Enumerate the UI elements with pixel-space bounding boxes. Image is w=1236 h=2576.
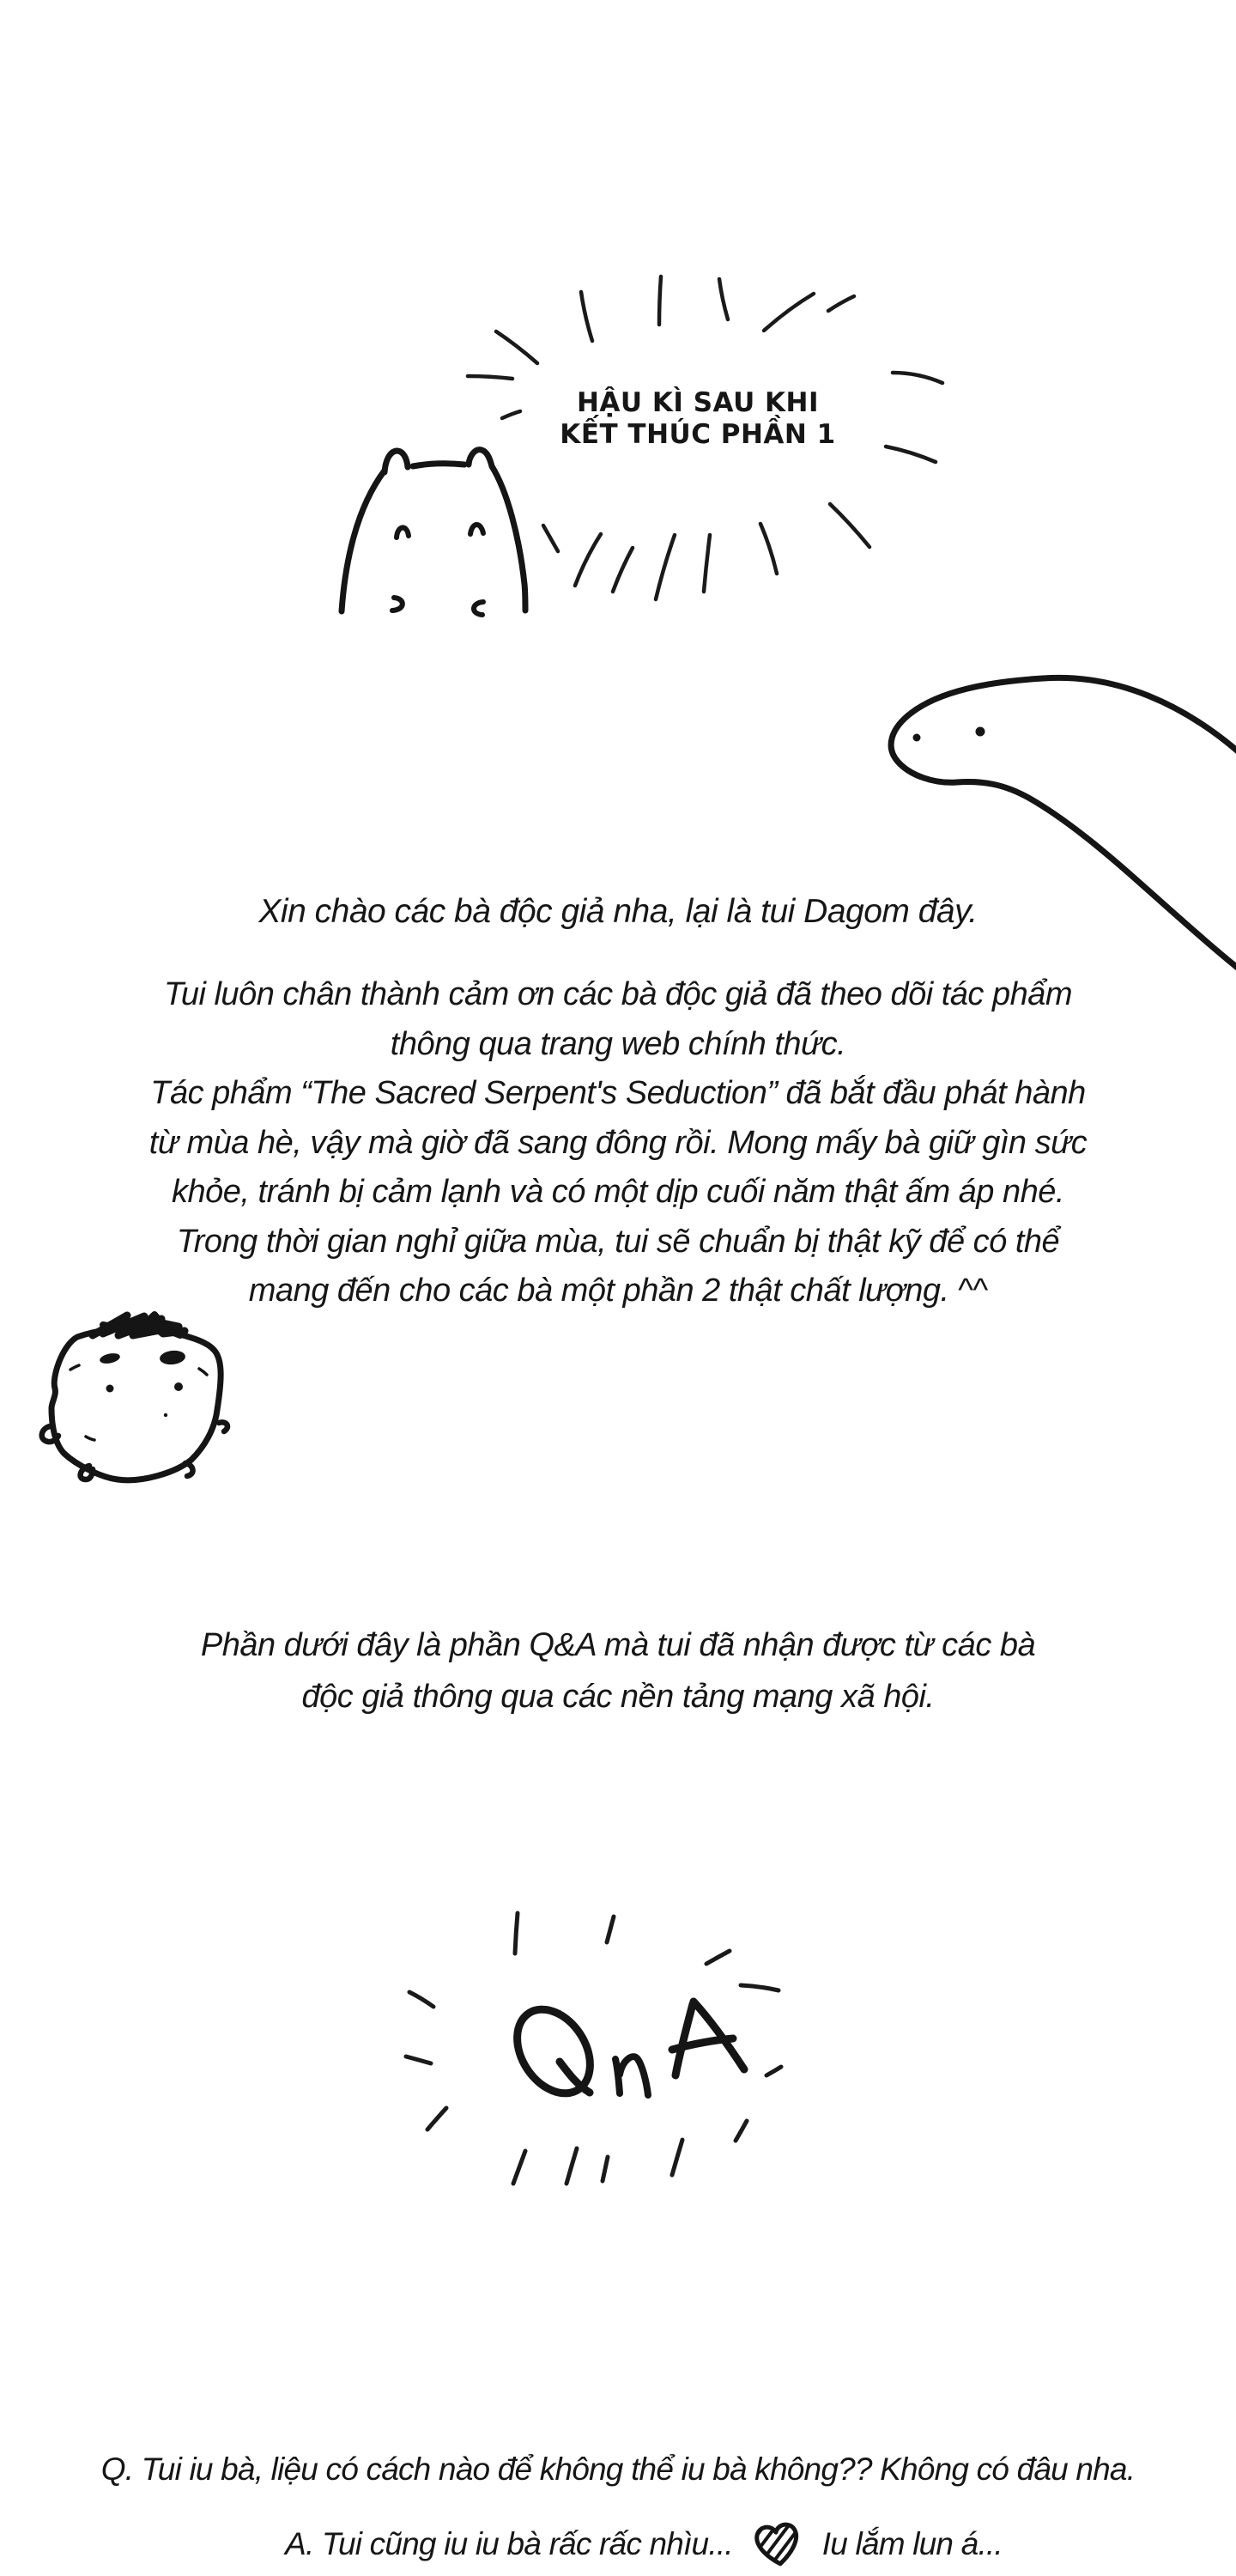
potato-body	[52, 1327, 221, 1479]
burst-title	[560, 387, 835, 451]
greeting-paragraph	[0, 890, 1236, 934]
burst-title-line1: HẬU KÌ SAU KHI	[576, 387, 820, 418]
snake-eye-right	[976, 727, 985, 737]
narration-line: thông qua trang web chính thức.	[390, 1025, 846, 1062]
narration-line: Tác phẩm “The Sacred Serpent's Seduction” đã bắt đầu phát hành	[150, 1075, 1086, 1111]
potato-eye-left	[106, 1385, 114, 1393]
qa-intro-paragraph	[0, 1619, 1236, 1722]
potato-brow-left	[99, 1352, 121, 1365]
narration-line: Tui luôn chân thành cảm ơn các bà độc giả đã theo dõi tác phẩm	[163, 976, 1073, 1012]
snake-doodle	[858, 653, 1236, 1013]
narration-line: Trong thời gian nghỉ giữa mùa, tui sẽ chuẩn bị thật kỹ để có thể	[176, 1223, 1060, 1260]
narration-line: từ mùa hè, vậy mà giờ đã sang đông rồi. Mong mấy bà giữ gìn sức	[148, 1124, 1088, 1161]
narration-line: mang đến cho các bà một phần 2 thật chất lượng. ^^	[248, 1273, 988, 1309]
narration-block	[0, 970, 1236, 1316]
qna-doodle	[378, 1885, 824, 2194]
potato-freckle	[164, 1413, 167, 1417]
qna-label-text	[0, 0, 1, 1]
hamster-doodle	[330, 429, 532, 627]
potato-eye-right	[174, 1382, 183, 1391]
burst-title-line2: KẾT THÚC PHẦN 1	[560, 419, 836, 450]
answer-line	[0, 2518, 1236, 2570]
striped-heart-icon	[750, 2517, 805, 2573]
potato-brow-right	[159, 1349, 186, 1365]
greeting-line: Xin chào các bà độc giả nha, lại là tui Dagom đây.	[258, 893, 978, 930]
potato-doodle	[17, 1292, 240, 1507]
question-line: Q. Tui iu bà, liệu có cách nào để không thể iu bà không?? Không có đâu nha.	[100, 2451, 1136, 2487]
answer-text-before: A. Tui cũng iu iu bà rấc rấc nhìu...	[285, 2526, 733, 2561]
qa-intro-line: độc giả thông qua các nền tảng mạng xã hội.	[301, 1679, 935, 1715]
narration-line: khỏe, tránh bị cảm lạnh và có một dịp cuối năm thật ấm áp nhé.	[172, 1174, 1064, 1210]
snake-eye-left	[913, 734, 921, 742]
qa-intro-line: Phần dưới đây là phần Q&A mà tui đã nhận được từ các bà	[200, 1627, 1036, 1663]
answer-text-after: Iu lắm lun á...	[821, 2526, 1003, 2561]
